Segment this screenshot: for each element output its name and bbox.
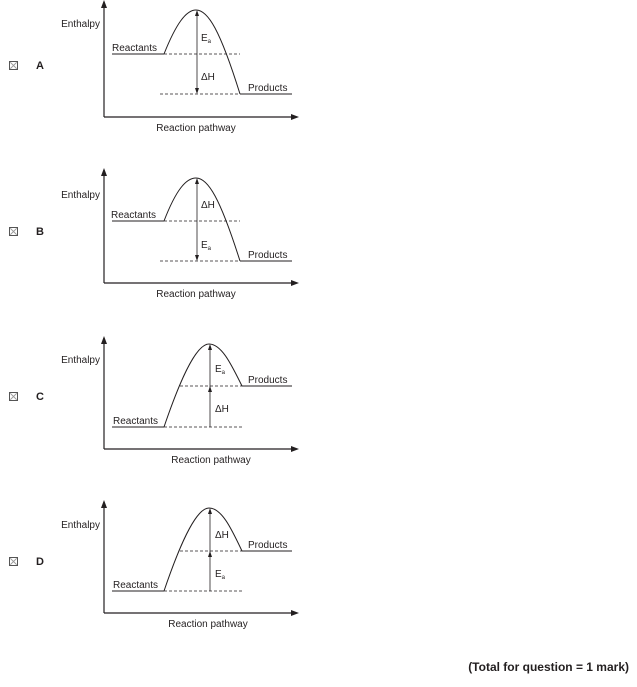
products-label: Products [248,540,288,551]
option-c-diagram [0,336,637,496]
total-marks: (Total for question = 1 mark) [468,660,629,674]
x-axis-label: Reaction pathway [171,455,251,466]
option-a-letter: A [36,60,44,72]
y-axis-label: Enthalpy [61,355,100,366]
option-d-letter: D [36,556,44,568]
x-axis-label: Reaction pathway [156,123,236,134]
y-axis-label: Enthalpy [61,520,100,531]
delta-h-label: ΔH [215,404,229,415]
option-c [0,336,637,496]
x-axis-label: Reaction pathway [168,619,248,630]
option-b-letter: B [36,226,44,238]
delta-h-label: ΔH [201,200,215,211]
option-d [0,500,637,660]
reactants-label: Reactants [113,416,159,427]
ea-label: $E_a$ [215,364,226,376]
option-b-diagram [0,168,637,328]
products-label: Products [248,250,288,261]
y-axis-label: Enthalpy [61,19,100,30]
delta-h-label: ΔH [201,72,215,83]
ea-label: $E_a$ [201,240,212,252]
option-a-diagram [0,0,637,160]
ea-label: $E_a$ [201,33,212,45]
option-b [0,168,637,328]
ea-label: $E_a$ [215,569,226,581]
reactants-label: Reactants [112,43,158,54]
products-label: Products [248,83,288,94]
energy-profile-curve [164,508,242,591]
energy-profile-curve [164,344,242,427]
delta-h-label: ΔH [215,530,229,541]
reactants-label: Reactants [111,210,157,221]
products-label: Products [248,375,288,386]
y-axis-label: Enthalpy [61,190,100,201]
option-c-letter: C [36,391,44,403]
reactants-label: Reactants [113,580,159,591]
option-a [0,0,637,160]
option-d-diagram [0,500,637,660]
x-axis-label: Reaction pathway [156,289,236,300]
